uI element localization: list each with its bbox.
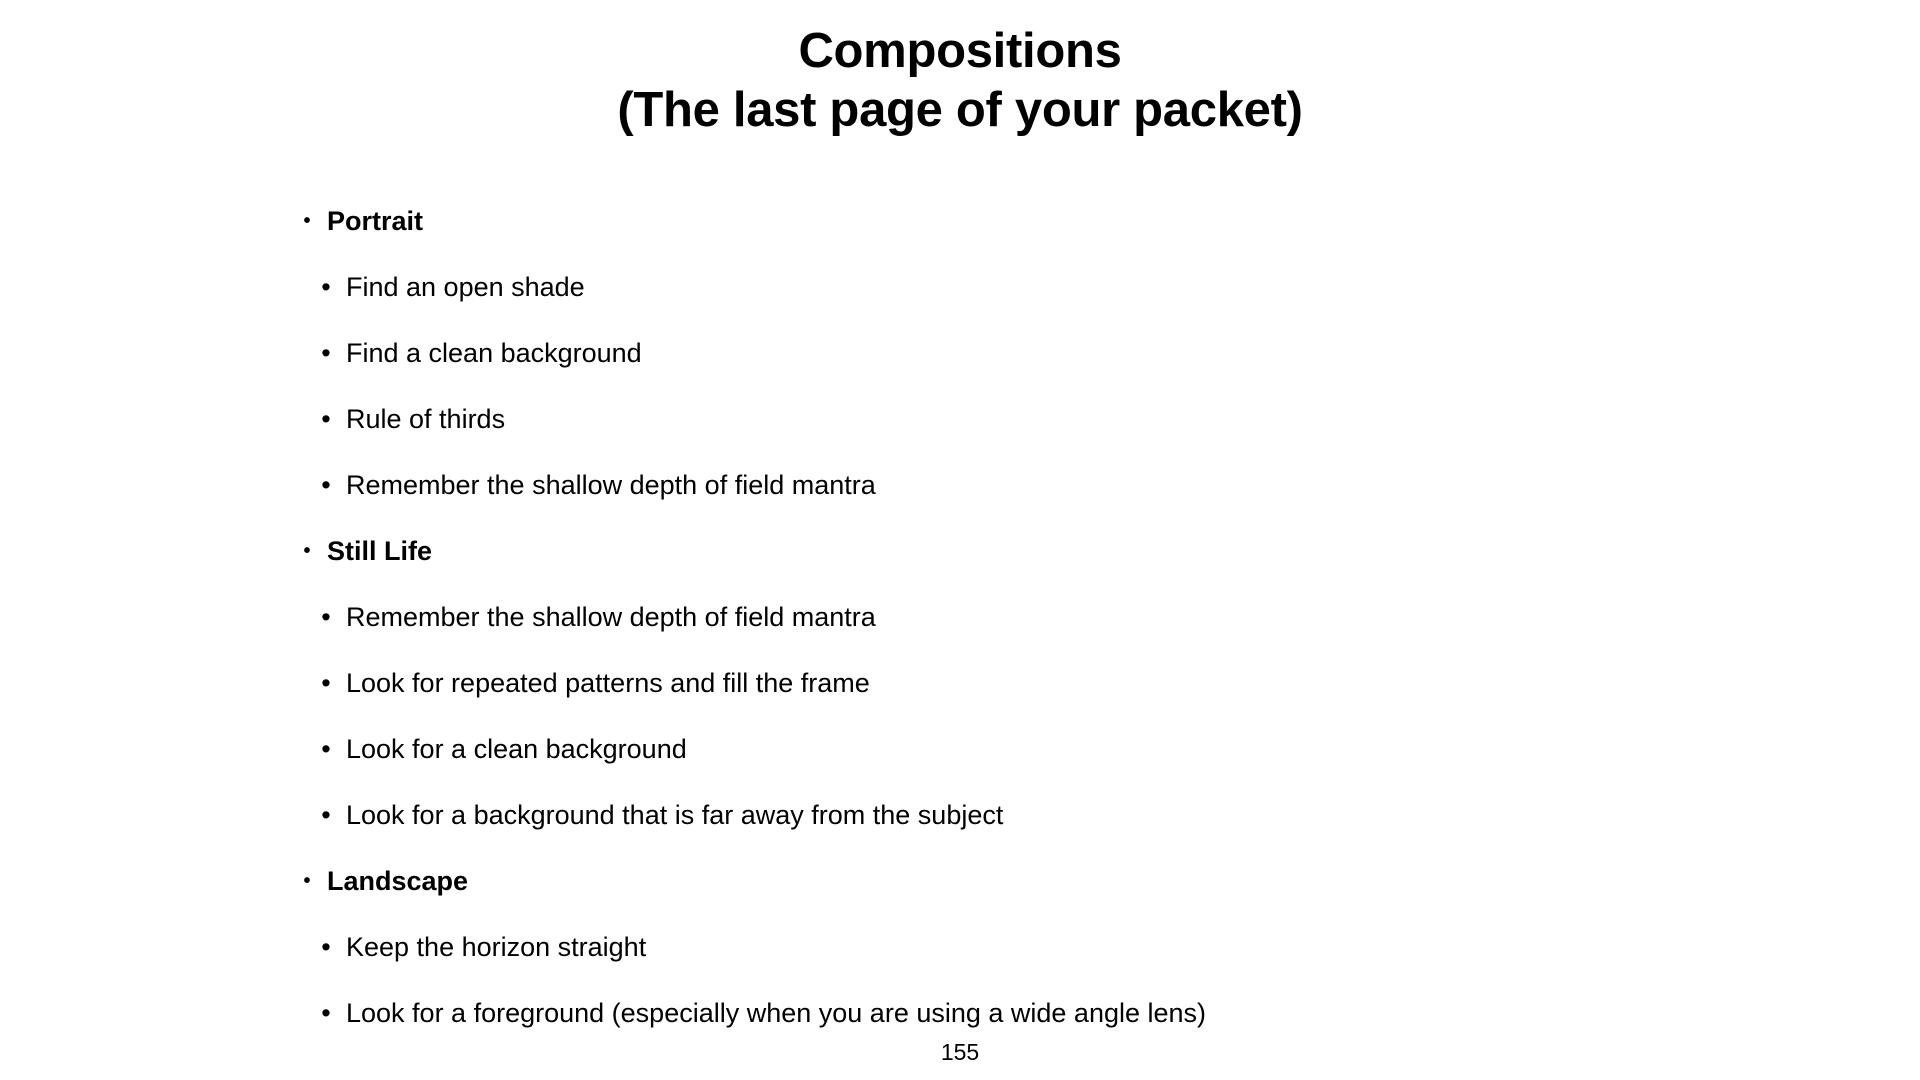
bullet-icon: • — [303, 870, 311, 892]
list-item-text: Rule of thirds — [346, 404, 506, 434]
section-heading-label: Portrait — [327, 206, 424, 236]
bullet-icon: • — [321, 932, 331, 962]
list-item-text: Find a clean background — [346, 338, 642, 368]
bullet-icon: • — [321, 602, 331, 632]
section-heading-label: Landscape — [327, 866, 469, 896]
bullet-icon: • — [321, 272, 331, 302]
slide-title: Compositions — [798, 24, 1122, 78]
list-item-text: Remember the shallow depth of field mantra — [346, 602, 876, 632]
list-item-text: Look for repeated patterns and fill the frame — [346, 668, 870, 698]
bullet-icon: • — [321, 734, 331, 764]
bullet-icon: • — [321, 800, 331, 830]
bullet-icon: • — [303, 540, 311, 562]
bullet-icon: • — [321, 404, 331, 434]
list-item-text: Keep the horizon straight — [346, 932, 647, 962]
bullet-icon: • — [321, 668, 331, 698]
list-item-text: Look for a clean background — [346, 734, 687, 764]
list-item-text: Look for a foreground (especially when you are using a wide angle lens) — [346, 998, 1207, 1028]
slide-subtitle: (The last page of your packet) — [617, 83, 1303, 137]
bullet-icon: • — [321, 338, 331, 368]
list-item-text: Look for a background that is far away from the subject — [346, 800, 1004, 830]
section-heading-label: Still Life — [327, 536, 433, 566]
list-item-text: Remember the shallow depth of field mantra — [346, 470, 876, 500]
page-number: 155 — [940, 1039, 980, 1065]
bullet-icon: • — [321, 998, 331, 1028]
list-item-text: Find an open shade — [346, 272, 585, 302]
bullet-icon: • — [303, 210, 311, 232]
bullet-icon: • — [321, 470, 331, 500]
